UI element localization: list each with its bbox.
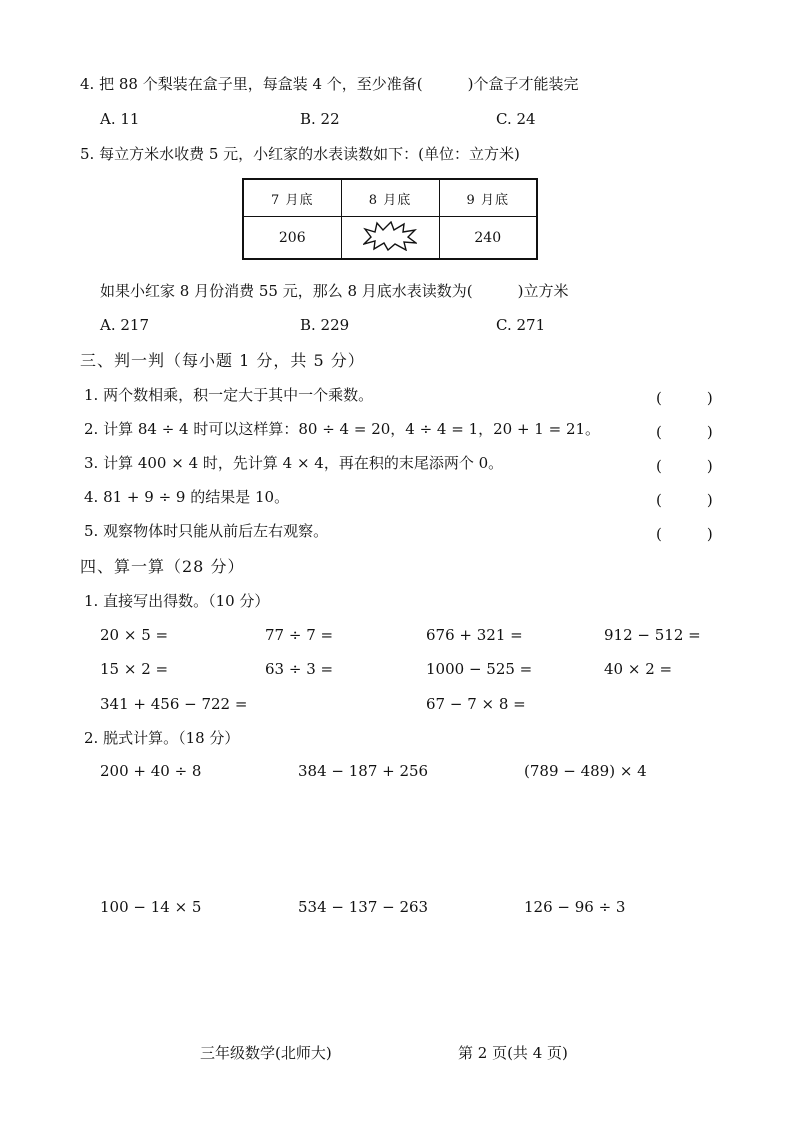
table-header-aug: 8 月底 xyxy=(341,179,439,217)
judge-answer-paren-2[interactable]: ( ) xyxy=(656,423,713,441)
direct-calc-item: 1000 − 525 = xyxy=(426,660,533,678)
q5-follow: 如果小红家 8 月份消费 55 元，那么 8 月底水表读数为( )立方米 xyxy=(100,282,569,300)
step-calc-item: 100 − 14 × 5 xyxy=(100,898,202,916)
step-calc-item: (789 − 489) × 4 xyxy=(524,762,647,780)
q5-option-b: B. 229 xyxy=(300,316,350,334)
sub1-label: 1. 直接写出得数。（10 分） xyxy=(84,592,270,610)
table-header-jul: 7 月底 xyxy=(243,179,341,217)
table-header-sep: 9 月底 xyxy=(439,179,537,217)
step-calc-item: 200 + 40 ÷ 8 xyxy=(100,762,202,780)
footer-subject: 三年级数学(北师大) xyxy=(200,1044,332,1062)
direct-calc-item: 15 × 2 = xyxy=(100,660,169,678)
q4-stem: 4. 把 88 个梨装在盒子里，每盒装 4 个，至少准备( )个盒子才能装完 xyxy=(80,75,579,93)
direct-calc-item: 912 − 512 = xyxy=(604,626,701,644)
step-calc-item: 126 − 96 ÷ 3 xyxy=(524,898,626,916)
judge-answer-paren-5[interactable]: ( ) xyxy=(656,525,713,543)
judge-item-3: 3. 计算 400 × 4 时，先计算 4 × 4，再在积的末尾添两个 0。 xyxy=(84,454,504,472)
sub2-label: 2. 脱式计算。（18 分） xyxy=(84,729,240,747)
table-value-aug-hidden xyxy=(341,217,439,260)
judge-answer-paren-4[interactable]: ( ) xyxy=(656,491,713,509)
judge-item-5: 5. 观察物体时只能从前后左右观察。 xyxy=(84,522,329,540)
q4-option-a: A. 11 xyxy=(100,110,140,128)
q5-option-c: C. 271 xyxy=(496,316,546,334)
direct-calc-item: 63 ÷ 3 = xyxy=(265,660,334,678)
judge-answer-paren-3[interactable]: ( ) xyxy=(656,457,713,475)
direct-calc-item: 67 − 7 × 8 = xyxy=(426,695,526,713)
q5-stem: 5. 每立方米水收费 5 元，小红家的水表读数如下：(单位：立方米) xyxy=(80,145,520,163)
judge-answer-paren-1[interactable]: ( ) xyxy=(656,389,713,407)
q4-option-c: C. 24 xyxy=(496,110,536,128)
judge-item-1: 1. 两个数相乘，积一定大于其中一个乘数。 xyxy=(84,386,374,404)
footer-page-number: 第 2 页(共 4 页) xyxy=(458,1044,568,1062)
direct-calc-item: 40 × 2 = xyxy=(604,660,673,678)
q4-option-b: B. 22 xyxy=(300,110,340,128)
section3-title: 三、判一判（每小题 1 分，共 5 分） xyxy=(80,351,365,370)
direct-calc-item: 676 + 321 = xyxy=(426,626,523,644)
step-calc-item: 384 − 187 + 256 xyxy=(298,762,429,780)
judge-item-4: 4. 81 + 9 ÷ 9 的结果是 10。 xyxy=(84,488,290,506)
table-value-jul: 206 xyxy=(243,217,341,260)
direct-calc-item: 77 ÷ 7 = xyxy=(265,626,334,644)
step-calc-item: 534 − 137 − 263 xyxy=(298,898,429,916)
table-value-sep: 240 xyxy=(439,217,537,260)
direct-calc-item: 341 + 456 − 722 = xyxy=(100,695,248,713)
starburst-icon xyxy=(363,221,417,251)
q5-option-a: A. 217 xyxy=(100,316,149,334)
judge-item-2: 2. 计算 84 ÷ 4 时可以这样算：80 ÷ 4 = 20，4 ÷ 4 = 1，20 + 1 = 21。 xyxy=(84,420,601,438)
direct-calc-item: 20 × 5 = xyxy=(100,626,169,644)
water-meter-table xyxy=(242,178,538,260)
section4-title: 四、算一算（28 分） xyxy=(80,557,245,576)
